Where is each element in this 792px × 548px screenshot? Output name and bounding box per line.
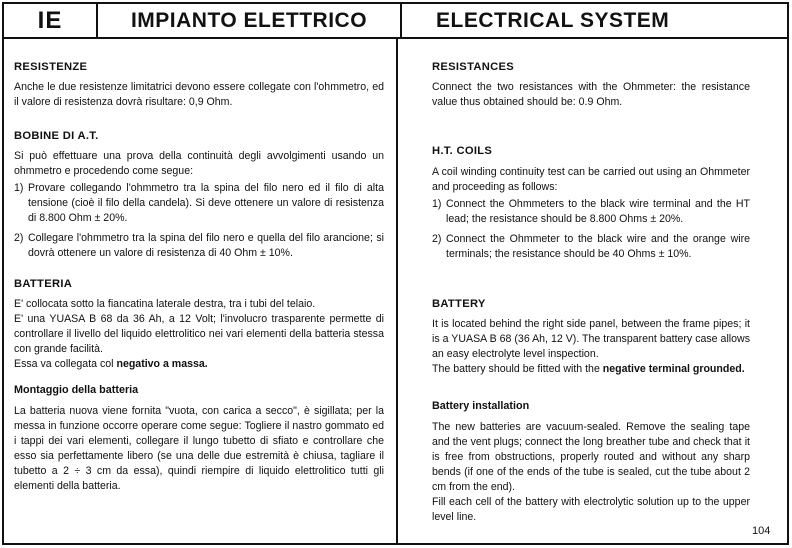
column-divider	[396, 37, 398, 545]
text-battery-2	[432, 362, 750, 377]
heading-battery: BATTERY	[432, 298, 486, 310]
section-header	[2, 2, 789, 39]
text-battery-2-pre: The battery should be fitted with the	[432, 363, 603, 375]
text-batteria-1: E' collocata sotto la fiancatina laterale destra, tra i tubi del telaio.	[14, 298, 316, 310]
list-number: 2)	[432, 233, 442, 245]
italian-column	[14, 44, 384, 494]
heading-bobine: BOBINE DI A.T.	[14, 130, 99, 142]
text-battery-1: It is located behind the right side panel, between the frame pipes; it is a YUASA B 68 (36 Ah, 12 V). The transparent battery case allows an easy electrolyte level inspection.	[432, 318, 750, 360]
heading-resistances: RESISTANCES	[432, 61, 515, 73]
text-installation-2: Fill each cell of the battery with electrolytic solution up to the upper level line.	[432, 496, 750, 523]
text-battery-2-bold: negative terminal grounded.	[602, 363, 745, 375]
heading-coils: H.T. COILS	[432, 145, 493, 157]
text-resistenze: Anche le due resistenze limitatrici devono essere collegate con l'ohmmetro, ed il valore di resistenza dovrà risultare: 0,9 Ohm.	[14, 81, 384, 108]
list-text: Collegare l'ohmmetro tra la spina del filo nero e quella del filo arancione; si dovrà ottenere un valore di resistenza di 40 Ohm ± 10%.	[28, 232, 384, 259]
list-number: 1)	[432, 198, 442, 210]
text-batteria-3-bold: negativo a massa.	[116, 358, 208, 370]
heading-resistenze: RESISTENZE	[14, 61, 88, 73]
text-coils-intro: A coil winding continuity test can be carried out using an Ohmmeter and proceeding as follows:	[432, 166, 750, 193]
text-resistances: Connect the two resistances with the Ohmmeter: the resistance value thus obtained should be: 0.9 Ohm.	[432, 81, 750, 108]
list-item-coils-2	[432, 232, 750, 262]
text-batteria-3-pre: Essa va collegata col	[14, 358, 117, 370]
text-bobine-intro: Si può effettuare una prova della continuità degli avvolgimenti usando un ohmmetro e procedendo come segue:	[14, 150, 384, 177]
heading-montaggio: Montaggio della batteria	[14, 384, 139, 396]
heading-installation: Battery installation	[432, 400, 530, 412]
heading-batteria: BATTERIA	[14, 278, 73, 290]
list-text: Provare collegando l'ohmmetro tra la spina del filo nero ed il filo di alta tensione (cioè il filo della candela). Si deve ottenere un valore di resistenza di 8.800 Ohm ± 20%.	[28, 182, 384, 224]
text-installation-1: The new batteries are vacuum-sealed. Remove the sealing tape and the vent plugs; connect the long breather tube and check that it is free from obstructions, properly routed and without any sharp bends (if one of the ends of the tube is sealed, cut the tube about 2 cm from the end).	[432, 421, 750, 493]
page-number: 104	[752, 525, 771, 537]
section-code: IE	[4, 4, 98, 37]
list-text: Connect the Ohmmeter to the black wire and the orange wire terminals; the resistance should be 40 Ohms ± 10%.	[446, 233, 750, 260]
title-english: ELECTRICAL SYSTEM	[436, 8, 670, 32]
list-text: Connect the Ohmmeters to the black wire terminal and the HT lead; the resistance should be 8.800 Ohms ± 20%.	[446, 198, 750, 225]
list-number: 1)	[14, 182, 24, 194]
english-column	[432, 44, 750, 525]
list-item-bobine-1	[14, 181, 384, 226]
list-item-coils-1	[432, 197, 750, 227]
text-batteria-3	[14, 357, 384, 372]
text-montaggio: La batteria nuova viene fornita "vuota, con carica a secco", è sigillata; per la messa in funzione occorre operare come segue: Togliere il nastro gommato ed i tappi dei vari elementi, collegare il lungo tubetto di sfiato e controllare che esso sia perfettamente libero (se una delle due estremità è chiusa, tagliare il tubetto a 2 ÷ 3 cm da essa), quindi riempire di liquido elettrolitico tutti gli elementi della batteria.	[14, 405, 384, 492]
text-batteria-2: E' una YUASA B 68 da 36 Ah, a 12 Volt; l'involucro trasparente permette di controllare il livello del liquido elettrolitico nei vari elementi della batteria stessa con grande facilità.	[14, 313, 384, 355]
list-number: 2)	[14, 232, 24, 244]
list-item-bobine-2	[14, 231, 384, 261]
title-italian: IMPIANTO ELETTRICO	[98, 4, 402, 37]
